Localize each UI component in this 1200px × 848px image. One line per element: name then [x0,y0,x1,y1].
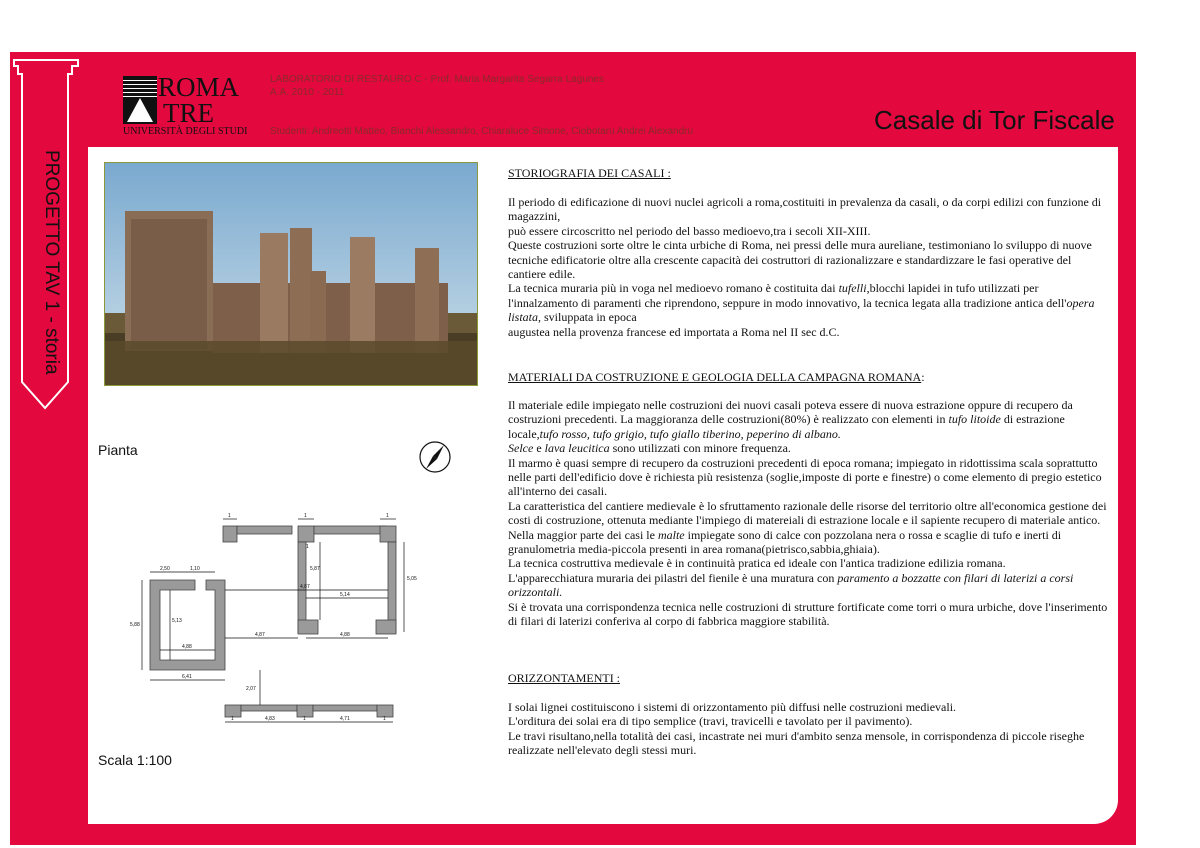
dim-label: 1 [383,716,386,722]
paragraph [508,441,1108,455]
university-logo [123,72,248,138]
side-tab-title: PROGETTO TAV 1 - storia [41,150,62,375]
dim-label: 1 [303,716,306,722]
dimension-labels [130,513,417,722]
dim-label: 2,50 [160,566,170,572]
paragraph: La tecnica costruttiva medievale è in continuità pratica ed ideale con l'antica tradizione edilizia romana. [508,556,1006,571]
text-span: L'apparecchiatura muraria dei pilastri del fienile è una muratura con [508,570,838,585]
casale-photo [104,162,478,386]
paragraph: I solai lignei costituiscono i sistemi di orizzontamento più diffusi nelle costruzioni medievali. [508,700,957,714]
section-heading-storiografia: STORIOGRAFIA DEI CASALI : [508,166,671,180]
section-heading-materiali [508,370,925,385]
italic-term: tufo rosso, tufo grigio, tufo giallo tiberino, peperino di albano. [539,426,841,441]
plan-walls [150,526,396,717]
paragraph [508,571,1108,600]
paragraph: Si è trovata una corrispondenza tecnica nelle costruzioni di strutture fortificate come torri o mura urbiche, dove l'inserimento di filari di laterizi conferiva al corpo di fabbrica maggiore stabilità. [508,599,1108,629]
dim-label: 1 [306,544,309,550]
text-span: La tecnica muraria più in voga nel medioevo romano è costituita dai [508,281,839,296]
dim-label: 1,10 [190,566,200,572]
page-title: Casale di Tor Fiscale [874,105,1115,135]
north-arrow-icon [418,440,452,474]
section-text-materiali [508,398,1108,629]
paragraph [508,281,1108,324]
italic-term: tufelli [838,281,867,296]
paragraph: La caratteristica del cantiere medievale è lo sfruttamento razionale delle risorse del territorio oltre all'economica gestione dei costi di costruzione, ottenuta mediante l'impiego di matereiali di estrazione locale e il sapiente recupero di materiale antico. [508,498,1107,528]
scale-label: Scala 1:100 [98,752,172,768]
academic-year: A.A. 2010 - 2011 [270,87,345,98]
dim-label: 4,88 [340,632,350,638]
dim-label: 5,05 [407,576,417,582]
dim-label: 5,14 [340,592,350,598]
section-heading-orizzontamenti: ORIZZONTAMENTI : [508,671,621,685]
text-span: sono utilizzati con minore frequenza. [609,441,791,456]
text-span: Nella maggior parte dei casi le [508,527,658,542]
plan-label: Pianta [98,442,138,458]
section-text-storiografia [508,195,1108,339]
text-span: di estrazione locale, [508,412,1065,441]
dim-label: 4,87 [300,584,310,590]
dim-label: 4,88 [182,644,192,650]
text-span: Il materiale edile impiegato nelle costruzioni dei nuovi casali poteva essere di nuova estrazione oppure di recupero da costruzioni precedenti. La maggioranza delle costruzioni(80%) è realizzato con elementi in [508,398,1073,427]
logo-text-university: UNIVERSITÀ DEGLI STUDI [123,126,248,137]
paragraph: Il marmo è quasi sempre di recupero da costruzioni precedenti di epoca romana; impiegato in ridottissima scala soprattutto nelle parti dell'edificio dove è richiesta più resistenza (soglie,imposte di porte e finestre) o come elemento di pregio estetico all'interno dei casali. [508,455,1102,499]
dim-label: 4,87 [255,632,265,638]
italic-term: malte [657,527,685,542]
paragraph [508,528,1108,557]
dim-label: 5,88 [130,622,140,628]
paragraph: augustea nella provenza francese ed importata a Roma nel II sec d.C. [508,324,840,339]
paragraph: Queste costruzioni sorte oltre le cinta urbiche di Roma, nei pressi delle mura aureliane, testimoniano lo sviluppo di nuove tecniche edificatorie oltre alla crescente capacità dei costruttori di razionalizzare e standardizzare le fasi operative del cantiere edile. [508,238,1092,282]
dim-label: 1 [228,513,231,519]
text-span: e [533,441,545,456]
heading-text: MATERIALI DA COSTRUZIONE E GEOLOGIA DELLA CAMPAGNA ROMANA [508,370,922,384]
paragraph: Il periodo di edificazione di nuovi nuclei agricoli a roma,costituiti in prevalenza da casali, o da corpi edilizi con funzione di magazzini, [508,195,1102,224]
italic-term: Selce [508,441,534,456]
italic-term: paramento a bozzatte con filari di laterizi a corsi orizzontali. [508,570,1074,600]
dim-label: 1 [231,716,234,722]
paragraph [508,398,1108,441]
paragraph: Le travi risultano,nella totalità dei casi, incastrate nei muri d'ambito senza mensole, in corrispondenza di piccole riseghe realizzate nell'elevato degli stessi muri. [508,728,1085,758]
section-text-orizzontamenti [508,700,1108,758]
logo-text-tre: TRE [163,98,214,128]
dim-label: 6,41 [182,674,192,680]
italic-term: tufo litoide [948,412,1001,427]
floor-plan-drawing [120,510,510,740]
italic-term: lava leucitica [544,441,610,456]
text-span: impiegate sono di calce con pozzolana nera o rossa e scaglie di tufo e inerti di granulometria media-piccola presenti in area romana(pietrisco,sabbia,ghiaia). [508,527,1062,557]
italic-term: opera listata [508,295,1095,325]
dim-label: 2,07 [246,686,256,692]
text-span: , sviluppata in epoca [538,310,637,325]
heading-tail: : [921,370,925,384]
logo-text-roma: ROMA [158,72,240,102]
dim-label: 1 [386,513,389,519]
dim-label: 1 [304,513,307,519]
dim-label: 4,71 [340,716,350,722]
course-title: LABORATORIO DI RESTAURO C - Prof. Maria Margarita Segarra Lagunes [270,74,604,85]
paragraph: L'orditura dei solai era di tipo semplice (travi, travicelli e tavolato per il pavimento). [508,714,913,729]
text-span: ,blocchi lapidei in tufo utilizzati per l'innalzamento di paramenti che riprendono, seppure in modo innovativo, la tecnica legata alla tradizione antica dell' [508,281,1067,310]
dim-label: 5,87 [310,566,320,572]
dim-label: 5,13 [172,618,182,624]
students-list: Studenti: Andreotti Matteo, Bianchi Alessandro, Chiaraluce Simone, Ciobotaru Andrei Alexandru [270,126,694,137]
dim-label: 4,83 [265,716,275,722]
casale-photo-image [105,163,477,385]
logo-arch-icon [123,76,157,124]
paragraph: può essere circoscritto nel periodo del basso medioevo,tra i secoli XII-XIII. [508,223,871,238]
